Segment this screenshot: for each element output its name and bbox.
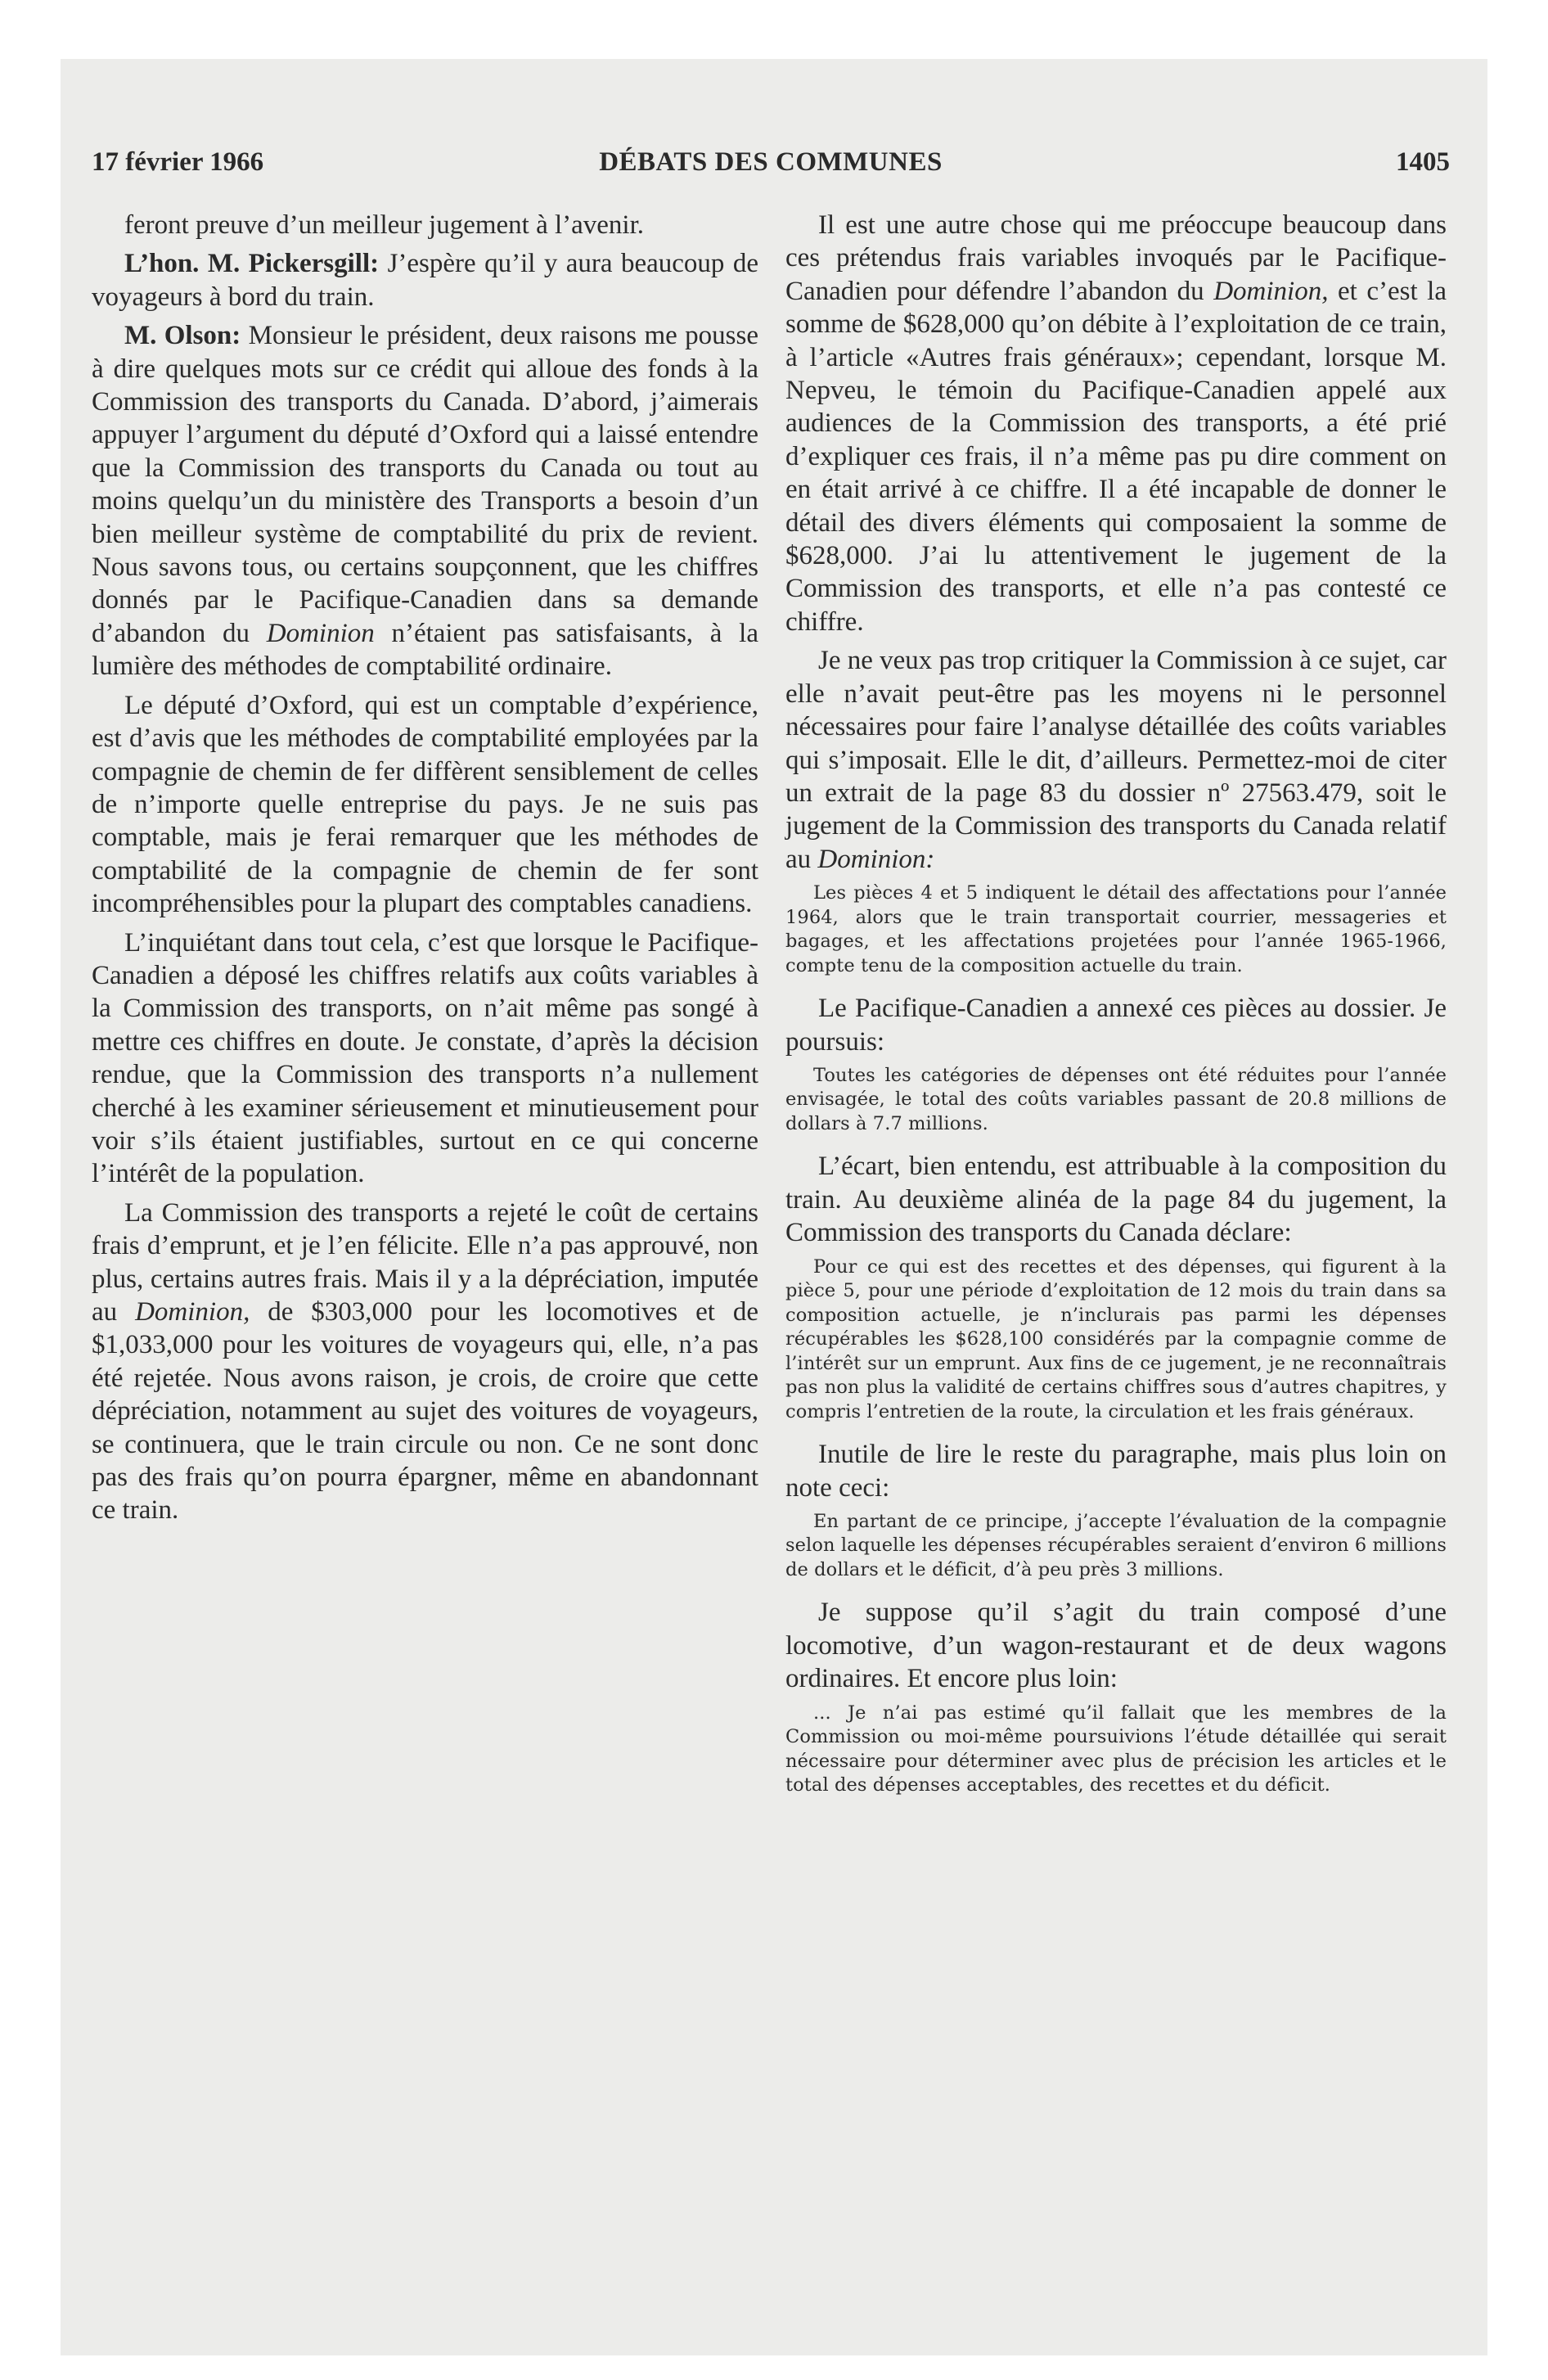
- paragraph-text: n’étaient pas satisfaisants, à la lumière des méthodes de comptabilité ordinaire.: [92, 618, 758, 682]
- speaker-name: L’hon. M. Pickersgill:: [124, 249, 380, 279]
- paragraph: [92, 319, 758, 683]
- paragraph: [785, 644, 1447, 876]
- paragraph: [92, 247, 758, 313]
- italic-text: Dominion: [266, 618, 375, 648]
- page-number: 1405: [1396, 147, 1450, 177]
- block-quote: ... Je n’ai pas estimé qu’il fallait que les membres de la Commission ou moi-même poursuivions l’étude détaillée qui serait nécessaire pour déterminer avec plus de précision les articles et le total des dépenses acceptables, des recettes et du déficit.: [785, 1702, 1447, 1796]
- right-column: [785, 209, 1447, 1812]
- header-title: DÉBATS DES COMMUNES: [599, 147, 943, 177]
- paragraph: Le Pacifique-Canadien a annexé ces pièces au dossier. Je poursuis:: [785, 994, 1447, 1057]
- block-quote: Toutes les catégories de dépenses ont été réduites pour l’année envisagée, le total des coûts variables passant de 20.8 millions de dollars à 7.7 millions.: [785, 1064, 1447, 1134]
- paragraph-text: de $303,000 pour les locomotives et de $1,033,000 pour les voitures de voyageurs qui, elle, n’a pas été rejetée. Nous avons raison, je crois, de croire que cette dépréciation, notamment au sujet des voitures de voyageurs, se continuera, que le train circule ou non. Ce ne sont donc pas des frais qu’on pourra épargner, même en abandonnant ce train.: [92, 1297, 758, 1526]
- paragraph: L’inquiétant dans tout cela, c’est que lorsque le Pacifique-Canadien a déposé les chiffres relatifs aux coûts variables à la Commission des transports, on n’ait même pas songé à mettre ces chiffres en doute. Je constate, d’après la décision rendue, que la Commission des transports n’a nullement cherché à les examiner sérieusement et minutieusement pour voir s’ils étaient justifiables, surtout en ce qui concerne l’intérêt de la population.: [92, 927, 758, 1189]
- paragraph-text: J’espère qu’il y aura beaucoup de voyageurs à bord du train.: [92, 249, 758, 312]
- block-quote: En partant de ce principe, j’accepte l’évaluation de la compagnie selon laquelle les dépenses récupérables seraient d’environ 6 millions de dollars et le déficit, d’à peu près 3 millions.: [785, 1510, 1447, 1580]
- paragraph: L’écart, bien entendu, est attribuable à la composition du train. Au deuxième alinéa de la page 84 du jugement, la Commission des transports du Canada déclare:: [785, 1152, 1447, 1248]
- italic-text: Dominion,: [1213, 276, 1329, 306]
- paragraph: Je suppose qu’il s’agit du train composé d’une locomotive, d’un wagon-restaurant et de deux wagons ordinaires. Et encore plus loin:: [785, 1598, 1447, 1694]
- paragraph-text: et c’est la somme de $628,000 qu’on débite à l’exploitation de ce train, à l’article «Autres frais généraux»; cependant, lorsque M. Nepveu, le témoin du Pacifique-Canadien appelé aux audiences de la Commission des transports, a été prié d’expliquer ces frais, il n’a même pas pu dire comment on en était arrivé à ce chiffre. Il a été incapable de donner le détail des divers éléments qui composaient la somme de $628,000. J’ai lu attentivement le jugement de la Commission des transports, et elle n’a pas contesté ce chiffre.: [785, 276, 1447, 637]
- paragraph-text: Je ne veux pas trop critiquer la Commission à ce sujet, car elle n’avait peut-être pas les moyens ni le personnel nécessaires pour faire l’analyse détaillée des coûts variables qui s’imposait. Elle le dit, d’ailleurs. Permettez-moi de citer un extrait de la page 83 du dossier nº 27563.479, soit le jugement de la Commission des transports du Canada relatif au: [785, 646, 1447, 874]
- left-column: [92, 209, 758, 1533]
- block-quote: Les pièces 4 et 5 indiquent le détail des affectations pour l’année 1964, alors que le train transportait courrier, messageries et bagages, et les affectations projetées pour l’année 1965-1966, compte tenu de la composition actuelle du train.: [785, 882, 1447, 976]
- paragraph-text: Il est une autre chose qui me préoccupe beaucoup dans ces prétendus frais variables invoqués par le Pacifique-Canadien pour défendre l’abandon du: [785, 210, 1447, 306]
- page-header: [92, 147, 1450, 188]
- paragraph-text: La Commission des transports a rejeté le coût de certains frais d’emprunt, et je l’en félicite. Elle n’a pas approuvé, non plus, certains autres frais. Mais il y a la dépréciation, imputée au: [92, 1197, 758, 1327]
- paragraph: [785, 209, 1447, 638]
- paragraph: Le député d’Oxford, qui est un comptable d’expérience, est d’avis que les méthodes de comptabilité employées par la compagnie de chemin de fer diffèrent sensiblement de celles de n’importe quelle entreprise du pays. Je ne suis pas comptable, mais je ferai remarquer que les méthodes de comptabilité de la compagnie de chemin de fer sont incompréhensibles pour la plupart des comptables canadiens.: [92, 690, 758, 919]
- paragraph: Inutile de lire le reste du paragraphe, mais plus loin on note ceci:: [785, 1440, 1447, 1503]
- header-date: 17 février 1966: [92, 147, 264, 177]
- paragraph: feront preuve d’un meilleur jugement à l’avenir.: [124, 210, 645, 240]
- paragraph: [92, 1197, 758, 1527]
- paragraph-text: Monsieur le président, deux raisons me pousse à dire quelques mots sur ce crédit qui alloue des fonds à la Commission des transports du Canada. D’abord, j’aimerais appuyer l’argument du député d’Oxford qui a laissé entendre que la Commission des transports du Canada ou tout au moins quelqu’un du ministère des Transports a besoin d’un bien meilleur système de comptabilité du prix de revient. Nous savons tous, ou certains soupçonnent, que les chiffres donnés par le Pacifique-Canadien dans sa demande d’abandon du: [92, 321, 758, 648]
- block-quote: Pour ce qui est des recettes et des dépenses, qui figurent à la pièce 5, pour une période d’exploitation de 12 mois du train dans sa composition actuelle, je n’inclurais pas parmi les dépenses récupérables les $628,100 considérés par la compagnie comme de l’intérêt sur un emprunt. Aux fins de ce jugement, je ne reconnaîtrais pas non plus la validité de certains chiffres sous d’autres chapitres, y compris l’entretien de la route, la circulation et les frais généraux.: [785, 1255, 1447, 1422]
- speaker-name: M. Olson:: [124, 321, 241, 351]
- italic-text: Dominion,: [135, 1297, 250, 1327]
- italic-text: Dominion:: [817, 844, 935, 874]
